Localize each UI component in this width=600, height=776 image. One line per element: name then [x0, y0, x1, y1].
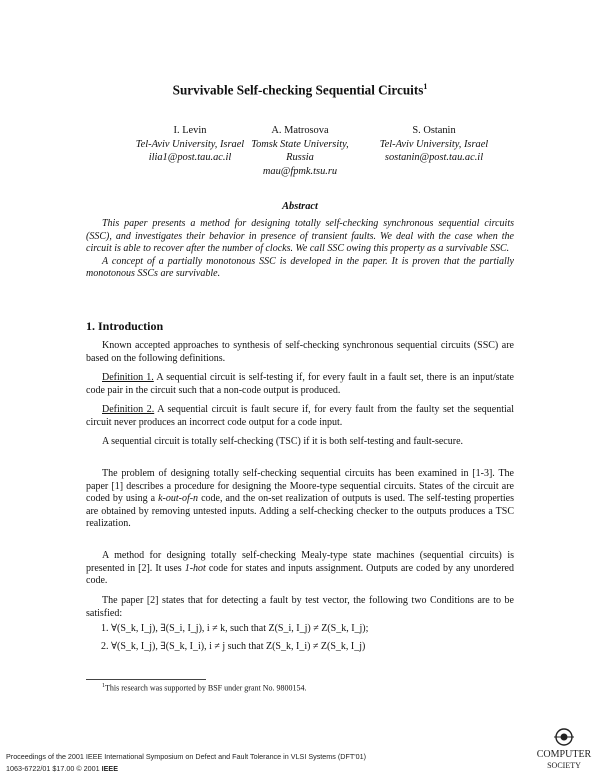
author-email: sostanin@post.tau.ac.il: [384, 152, 484, 164]
footnote-divider: [86, 679, 206, 680]
copyright-text: 1063-6722/01 $17.00 © 2001: [6, 764, 102, 773]
copyright-footer: [6, 764, 118, 773]
ieee-mark: IEEE: [101, 764, 119, 773]
paragraph-text: A sequential circuit is totally self-checking (TSC) if it is both self-testing and fault-secure.: [102, 436, 464, 447]
paragraph-text: code for states and inputs assignment. Outputs are coded by any unordered code.: [86, 562, 514, 587]
proceedings-footer: Proceedings of the 2001 IEEE International Symposium on Defect and Fault Tolerance in VLSI Systems (DFT'01): [6, 752, 366, 761]
author-name: S. Ostanin: [412, 125, 456, 136]
title-text: Survivable Self-checking Sequential Circuits: [172, 82, 424, 98]
paragraph-text: A method for designing totally self-checking Mealy-type state machines (sequential circuits) is presented in [2]. It uses: [86, 550, 514, 574]
footnote-text: This research was supported by BSF under grant No. 9800154.: [105, 683, 307, 693]
computer-society-logo: [532, 727, 596, 773]
definition-label: Definition 1.: [102, 372, 154, 383]
author-name: A. Matrosova: [271, 125, 329, 136]
mealy-paragraph: [86, 550, 514, 588]
author-email: ilia1@post.tau.ac.il: [148, 152, 232, 164]
definition-label: Definition 2.: [102, 404, 155, 415]
paragraph-text: code, and the on-set realization of outputs is used. The self-testing properties are obtained by removing untested inputs. Adding a self-checking checker to the outputs produces a TSC realization.: [86, 493, 514, 530]
definition-text: A sequential circuit is fault secure if, for every fault from the faulty set the sequential circuit never produces an incorrect code output for a code input.: [86, 404, 514, 428]
problem-paragraph: [86, 468, 514, 531]
author-affiliation: Tel-Aviv University, Israel: [379, 138, 489, 150]
logo-text-line1: COMPUTER: [536, 749, 592, 760]
section-heading: 1. Introduction: [86, 319, 164, 333]
definition-1: [86, 372, 514, 397]
conditions-intro: [86, 595, 514, 620]
author-affiliation-country: Russia: [286, 152, 314, 164]
author-name: I. Levin: [173, 125, 207, 136]
paragraph-text: The paper [2] states that for detecting a fault by test vector, the following two Conditions are to be satisfied:: [86, 595, 514, 619]
definition-text: A sequential circuit is self-testing if, for every fault in a fault set, there is an input/state code pair in the circuit such that a non-code output is produced.: [86, 372, 514, 396]
abstract-heading: Abstract: [282, 201, 318, 212]
emphasis-text: 1-hot: [184, 562, 206, 574]
author-email: mau@fpmk.tsu.ru: [262, 165, 338, 177]
logo-text-line2: SOCIETY: [547, 761, 581, 770]
definition-2: [86, 404, 514, 429]
condition-2: 2. ∀(S_k, I_j), ∃(S_k, I_i), i ≠ j such that Z(S_k, I_i) ≠ Z(S_k, I_j): [101, 641, 366, 652]
author-affiliation: Tomsk State University,: [251, 138, 349, 150]
paragraph-text: The problem of designing totally self-checking sequential circuits has been examined in [1-3]. The paper [1] describes a procedure for designing the Moore-type sequential circuits. States of the circuit are coded by using a: [86, 468, 514, 505]
author-block-3: [350, 124, 518, 165]
paragraph-text: Known accepted approaches to synthesis of self-checking synchronous sequential circuits (SSC) are based on the following definitions.: [86, 340, 514, 364]
tsc-paragraph: [86, 436, 514, 449]
paper-title: [0, 82, 600, 98]
condition-1: 1. ∀(S_k, I_j), ∃(S_i, I_j), i ≠ k, such that Z(S_i, I_j) ≠ Z(S_k, I_j);: [101, 623, 369, 634]
intro-paragraph: [86, 340, 514, 365]
footnote: [102, 683, 307, 693]
emphasis-text: k-out-of-n: [158, 493, 199, 505]
author-affiliation: Tel-Aviv University, Israel: [135, 138, 245, 150]
title-footnote-mark: 1: [423, 82, 428, 91]
abstract-body: [86, 218, 514, 281]
footnote-mark: 1: [102, 683, 105, 689]
abstract-paragraph: A concept of a partially monotonous SSC is developed in the paper. It is proven that the partially monotonous SSCs are survivable.: [86, 255, 514, 280]
abstract-paragraph: This paper presents a method for designing totally self-checking synchronous sequential circuits (SSC), and investigates their behavior in presence of transient faults. We deal with the case when the circuit is able to recover after the number of clocks. We call SSC owing this property as a survivable SSC.: [86, 218, 514, 255]
